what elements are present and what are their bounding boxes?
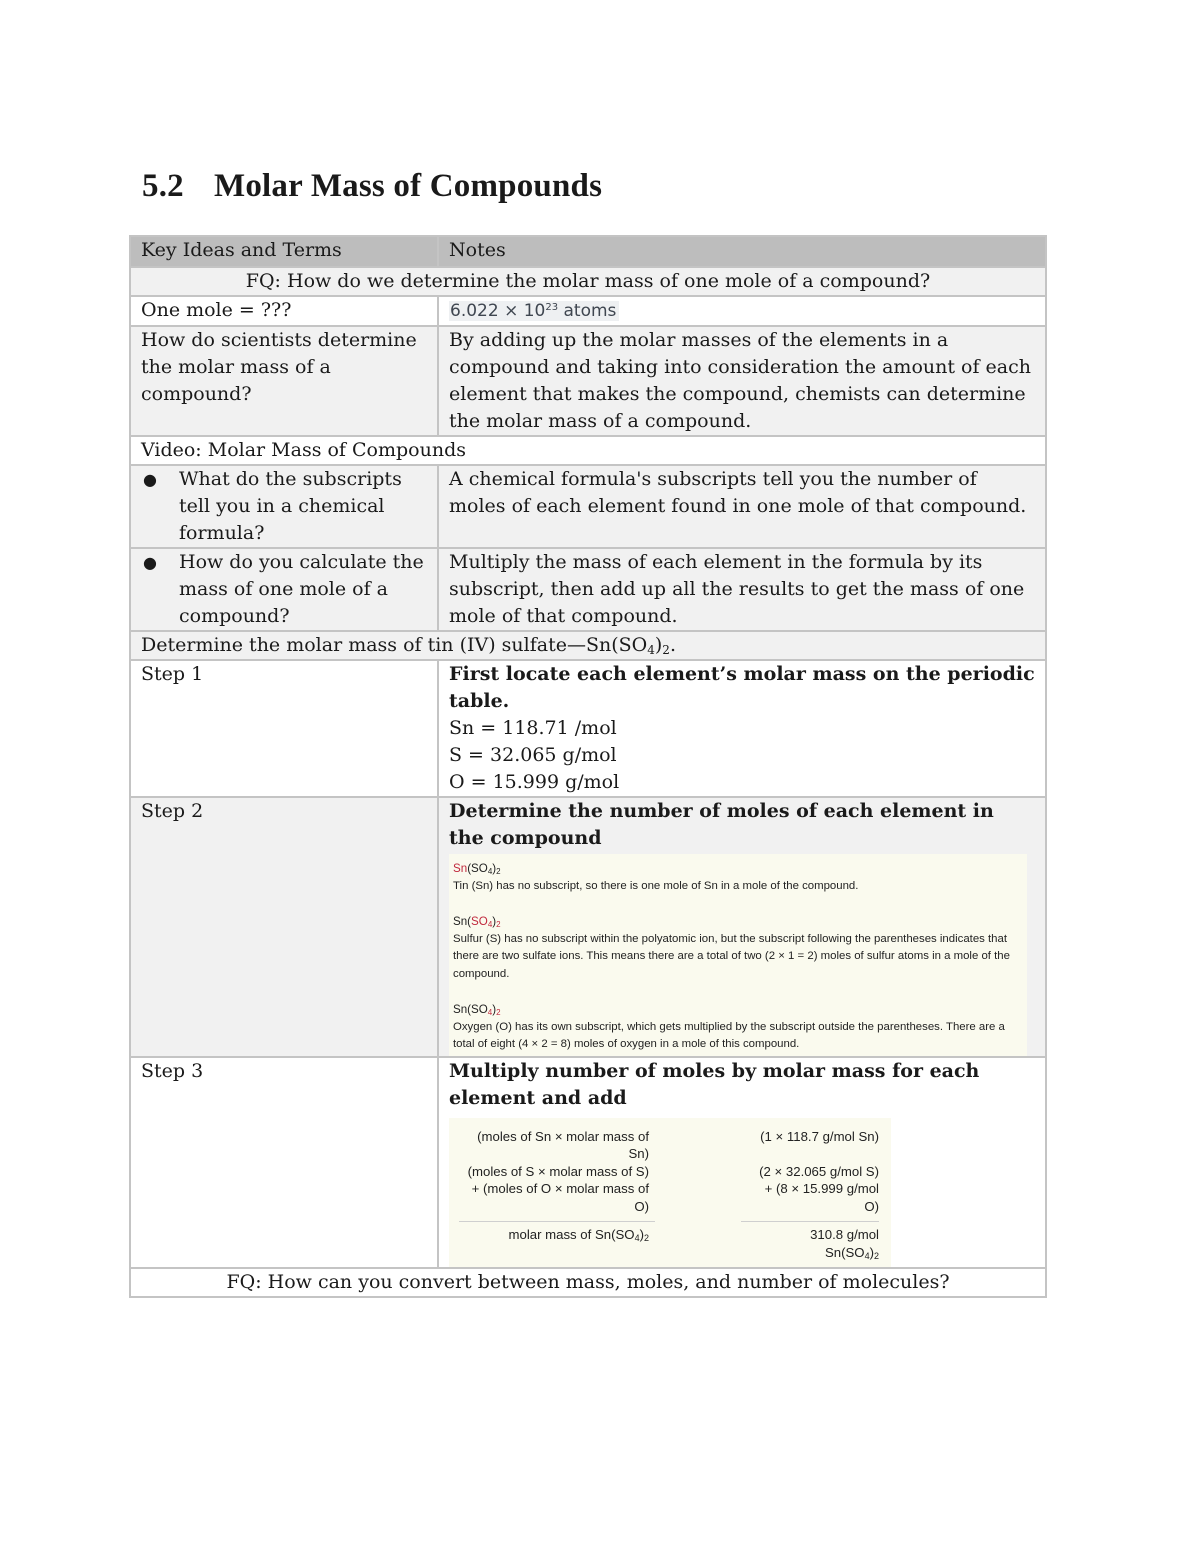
- molar-mass-line: Sn = 118.71 /mol: [449, 717, 617, 739]
- table-row: [130, 465, 1046, 548]
- explanation-sn: Tin (Sn) has no subscript, so there is one mole of Sn in a mole of the compound.: [453, 879, 859, 892]
- bullet-icon: ●: [143, 553, 157, 572]
- step-3-heading: Multiply number of moles by molar mass for each element and add: [449, 1059, 980, 1109]
- step-3-label: Step 3: [130, 1057, 438, 1269]
- formula-s: $Sn(SO_4)_2$: [453, 915, 501, 929]
- video-title: Video: Molar Mass of Compounds: [130, 436, 1046, 465]
- sum-divider: [459, 1221, 879, 1222]
- section-title: Molar Mass of Compounds: [214, 168, 603, 204]
- table-row: [130, 326, 1046, 436]
- note-one-mole: [438, 296, 1046, 326]
- header-notes: Notes: [438, 236, 1046, 267]
- page-title: [142, 168, 602, 205]
- formula-o: $Sn(SO_4)_2$: [453, 1003, 501, 1017]
- explanation-s: Sulfur (S) has no subscript within the polyatomic ion, but the subscript following the parentheses indicates that there are two sulfate ions. This means there are a total of two (2 × 1 = 2) moles of sulfur atoms in a mole of the compound.: [453, 932, 1010, 980]
- problem-statement: Determine the molar mass of tin (IV) $sulfate—Sn(SO_4)_2$.: [130, 631, 1046, 660]
- note-determine-molar-mass: By adding up the molar masses of the elements in a compound and taking into consideration the amount of each element that makes the compound, chemists can determine the molar mass of a compound.: [438, 326, 1046, 436]
- notes-table: [129, 235, 1047, 1298]
- mole-count-explanation-box: [449, 854, 1027, 1056]
- step-3-row: [130, 1057, 1046, 1269]
- step-1-notes: [438, 660, 1046, 797]
- term-calculate-mass: ● How do you calculate the mass of one mole of a compound?: [130, 548, 438, 631]
- section-number: 5.2: [142, 168, 184, 204]
- note-calculate-mass: Multiply the mass of each element in the formula by its subscript, then add up all the results to get the mass of one mole of that compound.: [438, 548, 1046, 631]
- explanation-o: Oxygen (O) has its own subscript, which gets multiplied by the subscript outside the parentheses. There are a total of eight (4 × 2 = 8) moles of oxygen in a mole of this compound.: [453, 1020, 1005, 1050]
- molar-mass-calculation: [449, 1118, 891, 1268]
- table-row: [130, 296, 1046, 326]
- highlighted-note: $6.022 \times 10^{23}$ atoms: [449, 301, 619, 321]
- focus-question-row: [130, 267, 1046, 296]
- step-1-row: [130, 660, 1046, 797]
- calc-total-row: molar mass of $Sn(SO_4)_2$ 310.8 g/mol $Sn(SO_4)_2$: [508, 1227, 879, 1261]
- step-2-heading: Determine the number of moles of each element in the compound: [449, 800, 994, 849]
- calc-row: (moles of S × molar mass of S) (2 × 32.065 g/mol S): [467, 1163, 879, 1179]
- table-row: [130, 548, 1046, 631]
- calc-row: + (moles of O × molar mass of O) + (8 × 15.999 g/mol O): [471, 1181, 879, 1214]
- calc-row: (moles of Sn × molar mass of Sn) (1 × 118.7 g/mol Sn): [477, 1128, 879, 1161]
- term-determine-molar-mass: How do scientists determine the molar mass of a compound?: [130, 326, 438, 436]
- problem-row: [130, 631, 1046, 660]
- video-row: [130, 436, 1046, 465]
- note-subscripts: A chemical formula's subscripts tell you the number of moles of each element found in one mole of that compound.: [438, 465, 1046, 548]
- step-2-notes: [438, 797, 1046, 1057]
- table-header-row: [130, 236, 1046, 267]
- bullet-icon: ●: [143, 470, 157, 489]
- step-2-row: [130, 797, 1046, 1057]
- focus-question-row: [130, 1268, 1046, 1297]
- step-1-label: Step 1: [130, 660, 438, 797]
- formula-sn: $Sn(SO_4)_2$: [453, 862, 501, 876]
- step-2-label: Step 2: [130, 797, 438, 1057]
- step-3-notes: [438, 1057, 1046, 1269]
- header-key-ideas: Key Ideas and Terms: [130, 236, 438, 267]
- term-subscripts: ● What do the subscripts tell you in a chemical formula?: [130, 465, 438, 548]
- molar-mass-line: S = 32.065 g/mol: [449, 744, 617, 766]
- term-one-mole: One mole = ???: [130, 296, 438, 326]
- molar-mass-line: O = 15.999 g/mol: [449, 771, 620, 793]
- step-1-heading: First locate each element’s molar mass on the periodic table.: [449, 663, 1035, 712]
- focus-question-1: FQ: How do we determine the molar mass of one mole of a compound?: [130, 267, 1046, 296]
- focus-question-2: FQ: How can you convert between mass, moles, and number of molecules?: [130, 1268, 1046, 1297]
